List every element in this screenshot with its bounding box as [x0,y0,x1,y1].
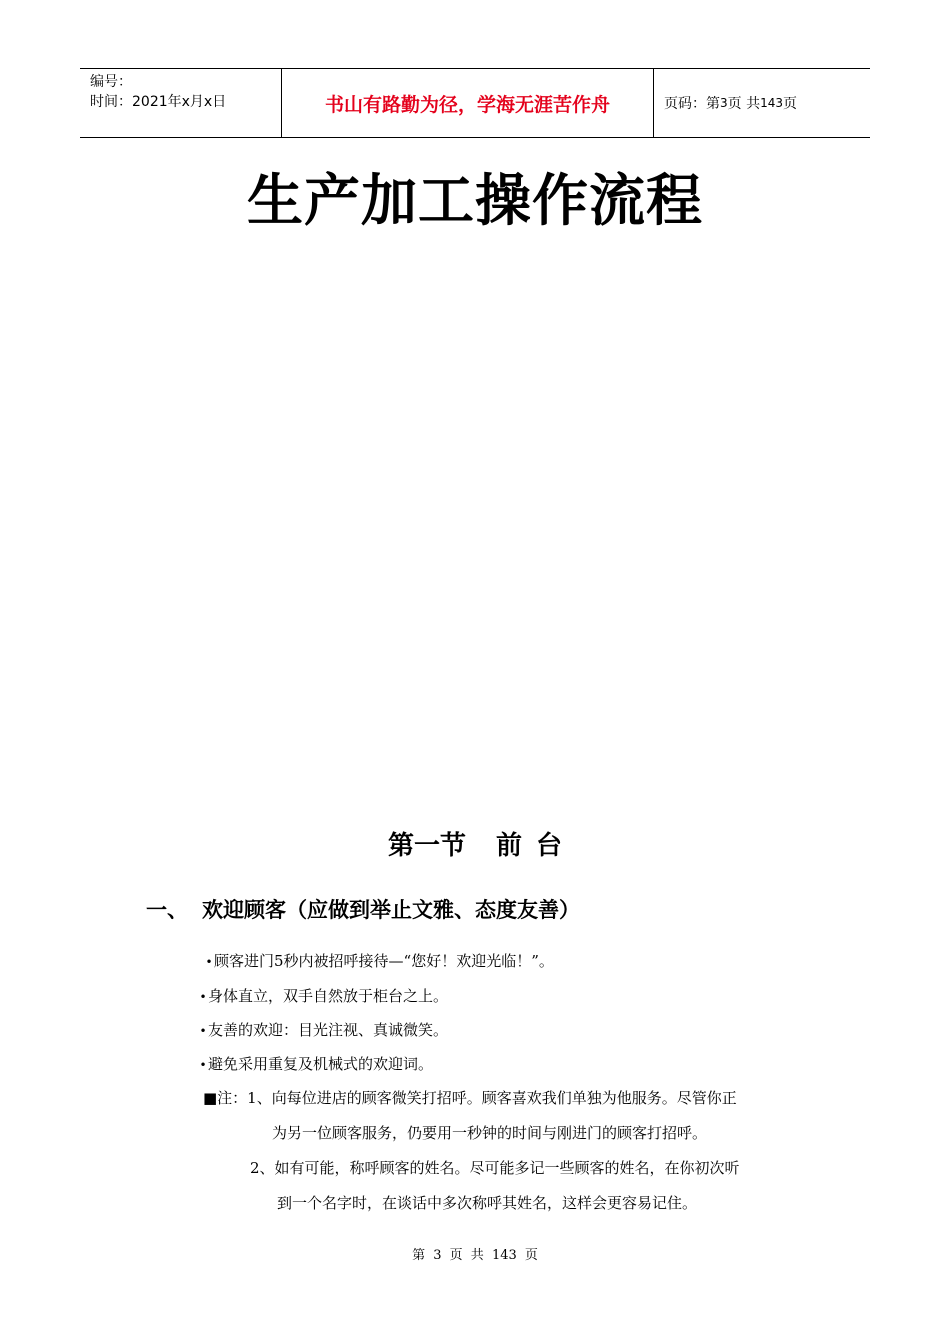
page-total: 143 [760,96,783,110]
list-item-text: 顾客进门5秒内被招呼接待—“您好！欢迎光临！”。 [214,952,554,970]
footer-prefix: 第 [412,1248,426,1263]
section-name-part1: 前 [495,831,522,861]
page-prefix: 页码：第 [664,96,720,112]
footer-current: 3 [433,1248,442,1263]
list-item [204,950,554,973]
number-label: 编号： [90,74,132,90]
bullet-icon: • [199,1024,207,1038]
section-label: 第一节 [387,831,466,861]
bullet-icon: • [199,990,207,1004]
list-item [198,1019,448,1042]
page-footer [0,1246,950,1266]
subsection-number: 一、 [146,898,188,922]
bullet-icon: • [199,1058,207,1072]
subsection-heading [146,894,580,926]
time-label: 时间：2021年x月x日 [90,94,227,110]
footer-total: 143 [491,1248,517,1263]
note-line-2: 为另一位顾客服务，仍要用一秒钟的时间与刚进门的顾客打招呼。 [272,1124,708,1142]
document-header [80,68,870,138]
section-name-part2: 台 [536,831,563,861]
section-heading [0,826,950,866]
page-current: 3 [720,96,728,110]
header-motto-cell [282,69,654,137]
page-mid: 页 共 [727,96,761,112]
header-page-cell [654,69,870,137]
motto-text: 书山有路勤为径，学海无涯苦作舟 [324,93,610,116]
header-meta-cell [80,69,282,137]
subsection-text: 欢迎顾客（应做到举止文雅、态度友善） [202,898,580,922]
list-item [198,985,448,1008]
footer-suffix: 页 [524,1248,538,1263]
list-item-text: 身体直立，双手自然放于柜台之上。 [208,987,449,1005]
page-suffix: 页 [783,96,797,112]
note-line-4: 到一个名字时，在谈话中多次称呼其姓名，这样会更容易记住。 [277,1194,698,1212]
list-item [198,1053,433,1076]
note-line-1: ■注：1、向每位进店的顾客微笑打招呼。顾客喜欢我们单独为他服务。尽管你正 [203,1089,737,1107]
note-line-3: 2、如有可能，称呼顾客的姓名。尽可能多记一些顾客的姓名，在你初次听 [250,1159,740,1177]
list-item-text: 友善的欢迎：目光注视、真诚微笑。 [208,1021,449,1039]
list-item-text: 避免采用重复及机械式的欢迎词。 [208,1055,434,1073]
bullet-icon: • [205,955,213,969]
footer-mid: 页 共 [449,1248,484,1263]
page-title: 生产加工操作流程 [247,169,703,234]
